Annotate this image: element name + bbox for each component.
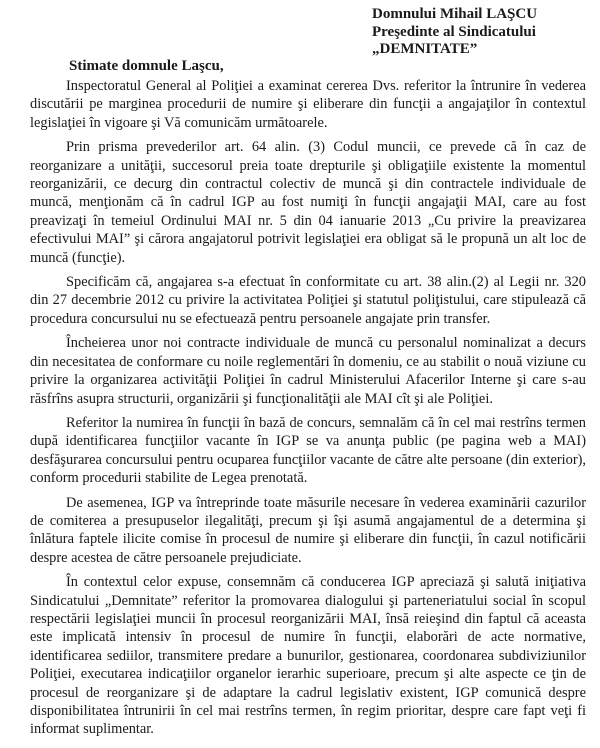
- paragraph-labor-code: Prin prisma prevederilor art. 64 alin. (3) Codul muncii, ce prevede că în caz de reorganizare a unităţii, succesorul preia toate drepturile şi obligaţiile existente la momentul reorganizării, ce decurg din contractul colectiv de muncă şi din contractele individuale de muncă, menţionăm că în cadrul IGP au fost numiţi în funcţii angajaţii MAI, care au fost preavizaţi în temeiul Ordinului MAI nr. 5 din 04 ianuarie 2013 „Cu privire la preavizarea efectivului MAI” şi cărora angajatorul potrivit legislaţiei era obligat să le propună un alt loc de muncă (funcţie).: [30, 139, 586, 266]
- recipient-organization: „DEMNITATE”: [372, 41, 478, 57]
- paragraph-employment-law: Specificăm că, angajarea s-a efectuat în conformitate cu art. 38 alin.(2) al Legii nr. 320 din 27 decembrie 2012 cu privire la activitatea Poliţiei şi statutul poliţistului, care stipulează că procedura concursului nu se efectuează pentru persoanele angajate prin transfer.: [30, 274, 586, 327]
- letter-body: [30, 77, 586, 745]
- recipient-title: Preşedinte al Sindicatului: [372, 23, 536, 40]
- paragraph-conclusion: În contextul celor expuse, consemnăm că conducerea IGP apreciază şi salută iniţiativa Sindicatului „Demnitate” referitor la promovarea dialogului şi parteneriatului social în scopul respectării legislaţiei muncii în procesul reorganizării MAI, însă reieşind din faptul că aceasta este implicată intensiv în procesul de numire în funcţii, elaborări de acte normative, identificarea sediilor, transmitere predare a bunurilor, gestionarea, coordonarea subdiviziunilor Poliţiei, executarea indicaţiilor organelor ierarhic superioare, precum şi alte aspecte ce ţin de procesul de reorganizare şi de adaptare la cadrul legislativ existent, IGP comunică despre disponibilitatea întrunirii în cel mai restrîns termen, în regim prioritar, despre care fapt veţi fi informat suplimentar.: [30, 574, 586, 738]
- salutation: Stimate domnule Laşcu,: [69, 58, 224, 74]
- recipient-name: Domnului Mihail LAŞCU: [372, 6, 538, 22]
- recipient-block: [372, 6, 594, 59]
- paragraph-new-contracts: Încheierea unor noi contracte individuale de muncă cu personalul nominalizat a decurs din necesitatea de conformare cu noile reglementări în domeniu, ce au stabilit o nouă viziune cu privire la organizarea activităţii Poliţiei în cadrul Ministerului Afacerilor Interne şi care s-au răsfrîns asupra structurii, organizării şi funcţionalităţii ale MAI cît şi ale Poliţiei.: [30, 335, 586, 407]
- paragraph-illegalities: De asemenea, IGP va întreprinde toate măsurile necesare în vederea examinării cazurilor de comiterea a presupuselor ilegalităţi, precum şi îşi asumă angajamentul de a determina şi înlătura faptele ilicite comise în procesul de numire şi eliberare din funcţii, în cazul notificării despre acestea de către persoanele prejudiciate.: [30, 494, 586, 566]
- paragraph-intro: Inspectoratul General al Poliţiei a examinat cererea Dvs. referitor la întrunire în vederea discutării pe marginea procedurii de numire şi eliberare din funcţii a angajaţilor în contextul legislaţiei în vigoare şi Vă comunicăm următoarele.: [30, 78, 586, 131]
- paragraph-competition: Referitor la numirea în funcţii în bază de concurs, semnalăm că în cel mai restrîns termen după identificarea funcţiilor vacante în IGP se va anunţa public (pe pagina web a MAI) desfăşurarea concursului pentru ocuparea funcţiilor vacante de către alte persoane (din exterior), conform procedurii stabilite de Legea prenotată.: [30, 414, 586, 487]
